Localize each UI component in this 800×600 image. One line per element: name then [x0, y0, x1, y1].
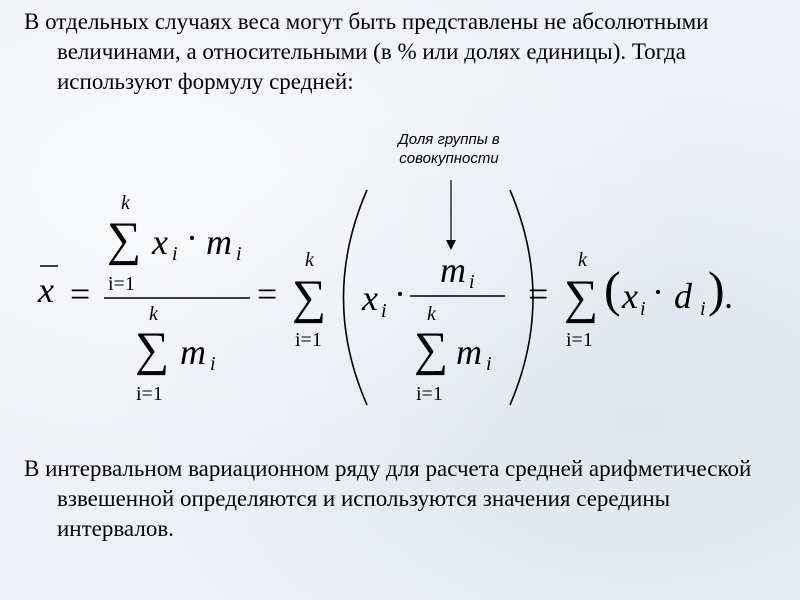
lower-limit: i=1	[416, 383, 443, 405]
index: i	[469, 271, 475, 293]
equals-sign-1: =	[70, 274, 91, 314]
mean-symbol: x	[38, 270, 54, 310]
upper-limit: k	[305, 249, 314, 271]
intro-text: В отдельных случаях веса могут быть представлены не абсолютными величинами, а относительными (в % или долях единицы). Тогда используют формулу средней:	[24, 9, 709, 94]
upper-limit: k	[149, 303, 158, 325]
multiply-dot: ·	[652, 272, 664, 312]
lower-limit: i=1	[295, 329, 322, 351]
equals-sign-3: =	[528, 274, 549, 314]
index: i	[486, 353, 492, 375]
multiply-dot: ·	[394, 274, 406, 314]
sum-sign: ∑	[107, 213, 142, 266]
right-paren: )	[708, 261, 725, 317]
sum-sign: ∑	[135, 323, 170, 376]
formula-period: .	[724, 276, 733, 316]
index: i	[236, 243, 242, 265]
sum-sign: ∑	[292, 271, 327, 324]
index: i	[210, 353, 216, 375]
m-variable: m	[456, 332, 482, 372]
index: i	[172, 243, 178, 265]
upper-limit: k	[427, 303, 436, 325]
x-variable: x	[152, 222, 168, 262]
arrow-head-icon	[446, 240, 456, 250]
m-variable: m	[180, 332, 206, 372]
left-paren: (	[604, 261, 621, 317]
x-variable: x	[622, 276, 638, 316]
lower-limit: i=1	[108, 273, 135, 295]
annotation-share-of-group: Доля группы в совокупности	[398, 131, 500, 167]
multiply-dot: ·	[186, 218, 198, 258]
sum-sign: ∑	[414, 323, 449, 376]
index: i	[381, 300, 387, 322]
x-variable: x	[362, 278, 378, 318]
equals-sign-2: =	[257, 274, 278, 314]
upper-limit: k	[121, 192, 130, 214]
d-variable: d	[674, 276, 692, 316]
index: i	[700, 298, 706, 320]
lower-limit: i=1	[566, 329, 593, 351]
index: i	[640, 298, 646, 320]
m-variable: m	[206, 222, 232, 262]
m-variable: m	[440, 250, 466, 290]
interval-paragraph	[24, 454, 784, 544]
sum-sign: ∑	[564, 271, 599, 324]
interval-text: В интервальном вариационном ряду для расчета средней арифметической взвешенной определяются и используются значения середины интервалов.	[24, 456, 752, 541]
lower-limit: i=1	[136, 383, 163, 405]
upper-limit: k	[578, 249, 587, 271]
